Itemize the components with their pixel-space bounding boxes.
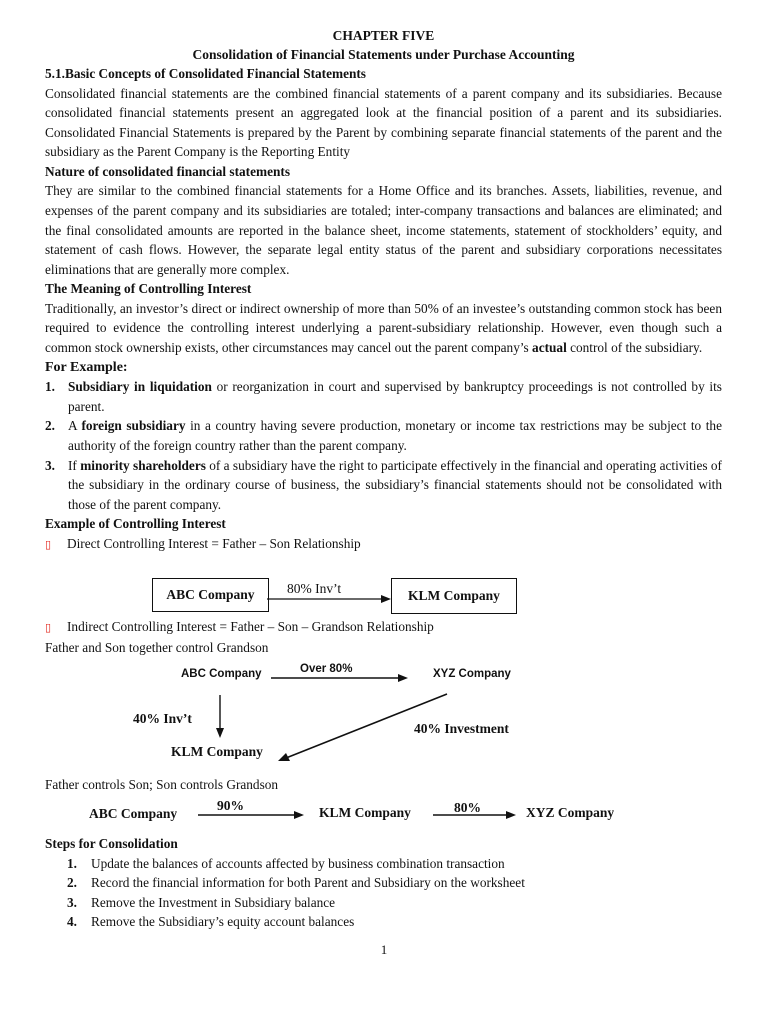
item-bold-text: foreign subsidiary — [81, 418, 186, 434]
abc-company-label: ABC Company — [89, 806, 178, 821]
example-controlling-interest-heading: Example of Controlling Interest — [45, 516, 226, 532]
klm-company-label: KLM Company — [171, 744, 263, 759]
diagram-direct-control — [0, 578, 768, 618]
list-text: Update the balances of accounts affected by business combination transaction — [91, 855, 505, 871]
nature-paragraph: They are similar to the combined financial statements for a Home Office and its branches. Assets, liabilities, revenue, and expenses of the parent company and its subsidiaries are totaled; inter-company transactions and balances are eliminated; and the final consolidated amounts are reported in the balance sheet, income statements, statement of stockholders’ equity, and statement of cash flows. However, the separate legal entity status of the parent and subsidiary corporations necessitates eliminations that are generally more complex. — [45, 183, 722, 277]
list-number: 3. — [45, 457, 55, 473]
list-number: 4. — [67, 914, 77, 930]
bullet-direct — [45, 534, 722, 555]
list-item — [45, 912, 722, 932]
together-control-text: Father and Son together control Grandson — [45, 639, 269, 655]
item-text: A — [68, 418, 82, 434]
bullet-indirect — [45, 617, 722, 638]
list-text: Remove the Subsidiary’s equity account balances — [91, 914, 355, 930]
list-item — [45, 456, 722, 515]
controlling-interest-paragraph — [45, 299, 722, 358]
item-bold-text: minority shareholders — [80, 457, 206, 473]
diagram-indirect-control — [0, 660, 768, 770]
xyz-company-label: XYZ Company — [526, 805, 615, 820]
list-item — [45, 893, 722, 913]
examples-list — [45, 377, 722, 514]
chain-section — [45, 775, 722, 795]
abc-company-box: ABC Company — [152, 578, 269, 612]
chain-control-text: Father controls Son; Son controls Grandson — [45, 777, 279, 792]
abc-company-label: ABC Company — [181, 668, 262, 680]
section-heading-basic-concepts: 5.1.Basic Concepts of Consolidated Financial Statements — [45, 66, 366, 81]
klm-company-box: KLM Company — [391, 578, 517, 614]
item-text: in a country having severe production, monetary or income tax restrictions may be subject to the authority of the foreign country rather than the parent company. — [68, 418, 722, 453]
list-item — [45, 854, 722, 874]
forty-investment-label: 40% Investment — [414, 721, 509, 736]
item-text: of a subsidiary have the right to participate effectively in the financial and operating activities of the subsidiary in the ordinary course of business, the subsidiary’s financial statements should not be consolidated with those of the parent company. — [68, 457, 722, 512]
chapter-subtitle: Consolidation of Financial Statements under Purchase Accounting — [192, 47, 575, 62]
para-text: Traditionally, an investor’s direct or indirect ownership of more than 50% of an investee’s outstanding common stock has been required to evidence the controlling interest underlying a parent-subsidiary relationship. However, even though such a common stock ownership exists, other circumstances may cancel out the parent company’s — [45, 300, 722, 356]
item-text: or reorganization in court and supervised by bankruptcy proceedings is not controlled by its parent. — [68, 379, 722, 414]
list-text — [68, 456, 722, 515]
diagram-arrows — [0, 660, 768, 770]
item-text: If — [68, 457, 81, 473]
list-item — [45, 377, 722, 416]
para-bold-text: actual — [532, 340, 567, 356]
list-number: 2. — [45, 418, 55, 434]
ninety-label: 90% — [217, 798, 244, 813]
list-text: Remove the Investment in Subsidiary balance — [91, 894, 336, 910]
list-text: Record the financial information for both Parent and Subsidiary on the worksheet — [91, 875, 525, 891]
indirect-section — [45, 617, 722, 657]
for-example-heading: For Example: — [45, 359, 128, 375]
eighty-label: 80% — [454, 800, 481, 815]
list-text — [68, 416, 722, 455]
chapter-title: CHAPTER FIVE — [332, 28, 435, 43]
list-number: 1. — [45, 379, 55, 395]
steps-heading: Steps for Consolidation — [45, 836, 178, 851]
xyz-company-label: XYZ Company — [433, 668, 511, 680]
list-number: 2. — [67, 875, 77, 891]
item-bold-text: Subsidiary in liquidation — [68, 379, 212, 395]
steps-section — [45, 834, 722, 932]
list-text — [68, 377, 722, 416]
over-80-label: Over 80% — [300, 663, 353, 675]
page-number: 1 — [380, 942, 388, 957]
list-item — [45, 416, 722, 455]
klm-company-label: KLM Company — [319, 805, 411, 820]
section-heading-controlling-interest: The Meaning of Controlling Interest — [45, 281, 252, 297]
bullet-text: Direct Controlling Interest = Father – Son Relationship — [67, 535, 361, 551]
list-number: 3. — [67, 894, 77, 910]
diagram-chain-control — [0, 796, 768, 830]
forty-inv-label: 40% Inv’t — [133, 711, 192, 726]
steps-list — [45, 854, 722, 932]
arrow-label: 80% Inv’t — [287, 581, 342, 596]
list-item — [45, 873, 722, 893]
list-number: 1. — [67, 855, 77, 871]
bullet-text: Indirect Controlling Interest = Father – Son – Grandson Relationship — [67, 619, 434, 634]
basic-concepts-paragraph: Consolidated financial statements are the combined financial statements of a parent company and its subsidiaries. Because consolidated financial statements present an aggregated look at the financial position of a parent and its subsidiaries. Consolidated Financial Statements is prepared by the Parent by combining separate financial statements of the parent and the subsidiary as the Parent Company is the Reporting Entity — [45, 85, 722, 160]
bullet-square-icon: ▯ — [45, 537, 52, 551]
document-page — [45, 26, 722, 554]
para-text: control of the subsidiary. — [566, 340, 703, 356]
bullet-square-icon: ▯ — [45, 621, 52, 634]
section-heading-nature: Nature of consolidated financial statements — [45, 163, 290, 179]
